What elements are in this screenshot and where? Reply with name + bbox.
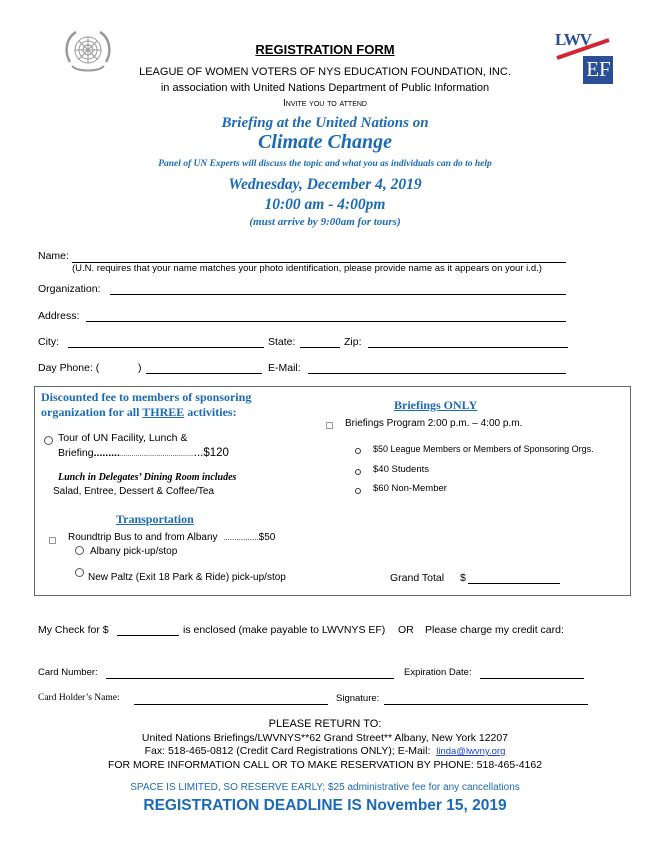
grand-total-label: Grand Total xyxy=(390,572,445,584)
card-holder-field[interactable] xyxy=(134,704,328,705)
grand-total-currency: $ xyxy=(460,572,466,584)
event-line: Briefing at the United Nations on xyxy=(221,115,429,131)
day-phone-label: Day Phone: ( xyxy=(38,362,100,374)
zip-label: Zip: xyxy=(344,336,362,348)
return-label: PLEASE RETURN TO: xyxy=(268,718,382,730)
event-time: 10:00 am - 4:00pm xyxy=(264,196,386,213)
bus-checkbox[interactable] xyxy=(49,537,56,544)
three-emphasis: THREE xyxy=(142,405,185,419)
city-field[interactable] xyxy=(68,347,264,348)
organization-label: Organization: xyxy=(38,283,101,295)
price-member-label: $50 League Members or Members of Sponsoring Orgs. xyxy=(373,444,594,454)
fax-line: Fax: 518-465-0812 (Credit Card Registrations ONLY); E-Mail: linda@lwvny.org xyxy=(144,745,506,757)
invite-line: Invite you to attend xyxy=(283,98,367,109)
new-paltz-stop-radio[interactable] xyxy=(75,568,84,577)
state-label: State: xyxy=(268,336,296,348)
day-phone-field[interactable] xyxy=(146,373,262,374)
organization-field[interactable] xyxy=(110,294,566,295)
email-label: E-Mail: xyxy=(268,362,301,374)
new-paltz-stop-label: New Paltz (Exit 18 Park & Ride) pick-up/stop xyxy=(88,572,286,583)
return-address: United Nations Briefings/LWVNYS**62 Grand Street** Albany, New York 12207 xyxy=(141,732,509,744)
card-holder-label: Card Holder’s Name: xyxy=(38,693,120,703)
panel-line: Panel of UN Experts will discuss the topic and what you as individuals can do to help xyxy=(158,159,492,169)
briefings-program: Briefings Program 2:00 p.m. – 4:00 p.m. xyxy=(345,418,523,429)
price-member-radio[interactable] xyxy=(355,448,361,454)
org-line: LEAGUE OF WOMEN VOTERS OF NYS EDUCATION FOUNDATION, INC. xyxy=(139,66,511,78)
price-student-radio[interactable] xyxy=(355,469,361,475)
grand-total-field[interactable] xyxy=(468,583,560,584)
check-note: is enclosed (make payable to LWVNYS EF) xyxy=(183,624,386,636)
address-field[interactable] xyxy=(86,321,566,322)
tour-option-radio[interactable] xyxy=(44,436,53,445)
card-number-label: Card Number: xyxy=(38,667,98,678)
price-nonmember-radio[interactable] xyxy=(355,488,361,494)
price-student-label: $40 Students xyxy=(373,464,429,475)
lunch-heading: Lunch in Delegates’ Dining Room includes xyxy=(58,472,237,483)
signature-field[interactable] xyxy=(384,704,588,705)
price-nonmember-label: $60 Non-Member xyxy=(373,483,447,494)
bus-price: $50 xyxy=(258,532,276,543)
email-link[interactable]: linda@lwvny.org xyxy=(436,746,506,757)
tour-price: ...$120 xyxy=(193,447,229,459)
albany-stop-label: Albany pick-up/stop xyxy=(90,546,178,557)
assoc-line: in association with United Nations Department of Public Information xyxy=(160,82,490,94)
day-phone-paren: ) xyxy=(138,362,142,374)
briefings-heading: Briefings ONLY xyxy=(394,398,478,412)
name-note: (U.N. requires that your name matches your photo identification, please provide name as it appears on your i.d.) xyxy=(72,263,542,274)
form-title: REGISTRATION FORM xyxy=(255,42,395,57)
or-label: OR xyxy=(398,624,414,636)
state-field[interactable] xyxy=(300,347,340,348)
tour-option-label-2: Briefing..................................................$120 xyxy=(58,447,229,459)
email-field[interactable] xyxy=(308,373,566,374)
discount-heading-line-1: Discounted fee to members of sponsoring xyxy=(41,390,252,404)
space-line: SPACE IS LIMITED, SO RESERVE EARLY; $25 administrative fee for any cancellations xyxy=(130,782,520,793)
city-label: City: xyxy=(38,336,59,348)
event-date: Wednesday, December 4, 2019 xyxy=(228,176,422,193)
expiration-field[interactable] xyxy=(480,678,584,679)
info-line: FOR MORE INFORMATION CALL OR TO MAKE RESERVATION BY PHONE: 518-465-4162 xyxy=(107,759,543,771)
address-label: Address: xyxy=(38,310,80,322)
albany-stop-radio[interactable] xyxy=(75,546,84,555)
charge-label: Please charge my credit card: xyxy=(425,624,564,636)
transport-heading: Transportation xyxy=(116,512,194,526)
signature-label: Signature: xyxy=(336,693,380,704)
name-label: Name: xyxy=(38,250,69,262)
zip-field[interactable] xyxy=(368,347,568,348)
lwv-logo-text: LWV xyxy=(555,30,592,49)
check-label: My Check for $ xyxy=(38,624,109,636)
registration-deadline: REGISTRATION DEADLINE IS November 15, 2019 xyxy=(143,797,507,814)
discount-heading-line-2: organization for all THREE activities: xyxy=(41,405,237,419)
bus-option: Roundtrip Bus to and from Albany ................$50 xyxy=(68,532,276,543)
briefings-checkbox[interactable] xyxy=(326,422,333,429)
check-amount-field[interactable] xyxy=(117,635,179,636)
expiration-label: Expiration Date: xyxy=(404,667,472,678)
discount-heading xyxy=(41,390,251,420)
event-topic: Climate Change xyxy=(258,131,392,153)
arrive-note: (must arrive by 9:00am for tours) xyxy=(249,216,401,228)
ef-logo-text: EF xyxy=(586,57,611,81)
card-number-field[interactable] xyxy=(106,678,394,679)
tour-option-label: Tour of UN Facility, Lunch & xyxy=(58,432,188,444)
lunch-items: Salad, Entree, Dessert & Coffee/Tea xyxy=(53,486,215,497)
